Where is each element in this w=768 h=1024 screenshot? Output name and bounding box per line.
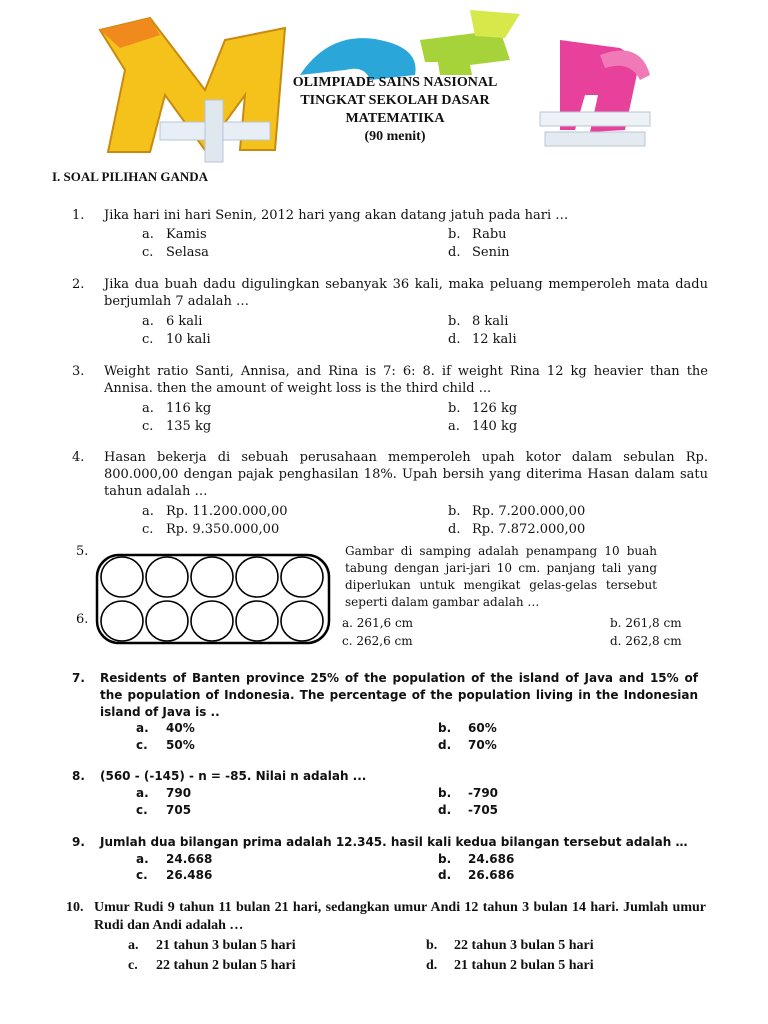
option-8c: c. 705 [136,803,192,817]
option-9a: a. 24.668 [136,852,213,866]
question-text: Jumlah dua bilangan prima adalah 12.345. hasil kali kedua bilangan tersebut adalah … [100,835,688,849]
tube-circle [146,601,188,641]
question-5-text: Gambar di samping adalah penampang 10 buah tabung dengan jari-jari 10 cm. panjang tali yang diperlukan untuk mengikat gelas-gelas tersebut seperti dalam gambar adalah … [345,544,657,609]
tube-circle [101,557,143,597]
option-7d: d. 70% [438,738,497,752]
question-number: 9. [72,835,85,849]
question-number: 6. [76,612,89,627]
header-line2: TINGKAT SEKOLAH DASAR [300,93,490,108]
question-text: Jika hari ini hari Senin, 2012 hari yang akan datang jatuh pada hari … [104,208,569,223]
question-text: Hasan bekerja di sebuah perusahaan memperoleh upah kotor dalam sebulan Rp. 800.000,00 dengan pajak penghasilan 18%. Upah bersih yang diterima Hasan dalam satu tahun adalah … [104,450,708,499]
option-7c: c. 50% [136,738,195,752]
question-number: 8. [72,769,85,783]
option-8b: b. -790 [438,786,499,800]
option-3a: a. 116 kg [142,401,212,416]
option-10c: c. 22 tahun 2 bulan 5 hari [128,958,296,973]
option-8a: a. 790 [136,786,192,800]
option-2c: c. 10 kali [142,332,211,347]
tube-circle [191,601,233,641]
question-number: 5. [76,544,89,559]
header-line3: MATEMATIKA [345,111,445,126]
tube-circle [236,601,278,641]
question-number: 2. [72,277,85,292]
rope-outline [97,555,329,643]
letter-t-top [470,10,520,38]
option-2d: d. 12 kali [448,332,517,347]
option-4c: c. Rp. 9.350.000,00 [142,522,280,537]
question-number: 7. [72,671,85,685]
tube-circle [101,601,143,641]
option-9b: b. 24.686 [438,852,515,866]
question-number: 10. [66,900,84,915]
header-title-block [270,74,520,146]
option-8d: d. -705 [438,803,499,817]
option-5b: b. 261,8 cm [610,616,682,630]
option-4b: b. Rp. 7.200.000,00 [448,504,586,519]
section-title: I. SOAL PILIHAN GANDA [52,169,209,184]
tube-circle [281,557,323,597]
equals-sign-top [540,112,650,126]
tubes-diagram [94,552,334,648]
tube-circle [146,557,188,597]
question-number: 1. [72,208,85,223]
option-1b: b. Rabu [448,227,507,242]
tube-circle [281,601,323,641]
tube-circles [101,557,323,641]
option-3c: c. 135 kg [142,419,212,434]
option-1c: c. Selasa [142,245,209,260]
question-number: 4. [72,450,85,465]
tube-circle [191,557,233,597]
option-1a: a. Kamis [142,227,207,242]
option-10a: a. 21 tahun 3 bulan 5 hari [128,938,296,953]
question-text: Weight ratio Santi, Annisa, and Rina is 7: 6: 8. if weight Rina 12 kg heavier than the Annisa. then the amount of weight loss is the third child ... [104,364,708,396]
option-7a: a. 40% [136,721,195,735]
tube-circle [236,557,278,597]
header-line4: (90 menit) [364,129,426,144]
option-5a: a. 261,6 cm [342,616,414,630]
question-text: (560 - (-145) - n = -85. Nilai n adalah ... [100,769,367,783]
option-10b: b. 22 tahun 3 bulan 5 hari [426,938,594,953]
option-3d: a. 140 kg [448,419,518,434]
option-2b: b. 8 kali [448,314,509,329]
plus-sign-vertical [205,100,223,162]
option-9d: d. 26.686 [438,868,515,882]
option-5d: d. 262,8 cm [610,634,682,648]
option-4d: d. Rp. 7.872.000,00 [448,522,586,537]
equals-sign-bottom [545,132,645,146]
option-4a: a. Rp. 11.200.000,00 [142,504,288,519]
header-line1: OLIMPIADE SAINS NASIONAL [292,75,498,90]
question-number: 3. [72,364,85,379]
option-3b: b. 126 kg [448,401,518,416]
option-1d: d. Senin [448,245,510,260]
option-2a: a. 6 kali [142,314,203,329]
question-text: Residents of Banten province 25% of the population of the island of Java and 15% of the population of Indonesia. The percentage of the population living in the Indonesian island of Java is .. [100,671,698,719]
option-9c: c. 26.486 [136,868,213,882]
option-7b: b. 60% [438,721,497,735]
option-10d: d. 21 tahun 2 bulan 5 hari [426,958,594,973]
question-text: Umur Rudi 9 tahun 11 bulan 21 hari, sedangkan umur Andi 12 tahun 3 bulan 14 hari. Jumlah umur Rudi dan Andi adalah … [94,900,706,933]
option-5c: c. 262,6 cm [342,634,413,648]
question-text: Jika dua buah dadu digulingkan sebanyak 36 kali, maka peluang memperoleh mata dadu berjumlah 7 adalah … [104,277,708,309]
